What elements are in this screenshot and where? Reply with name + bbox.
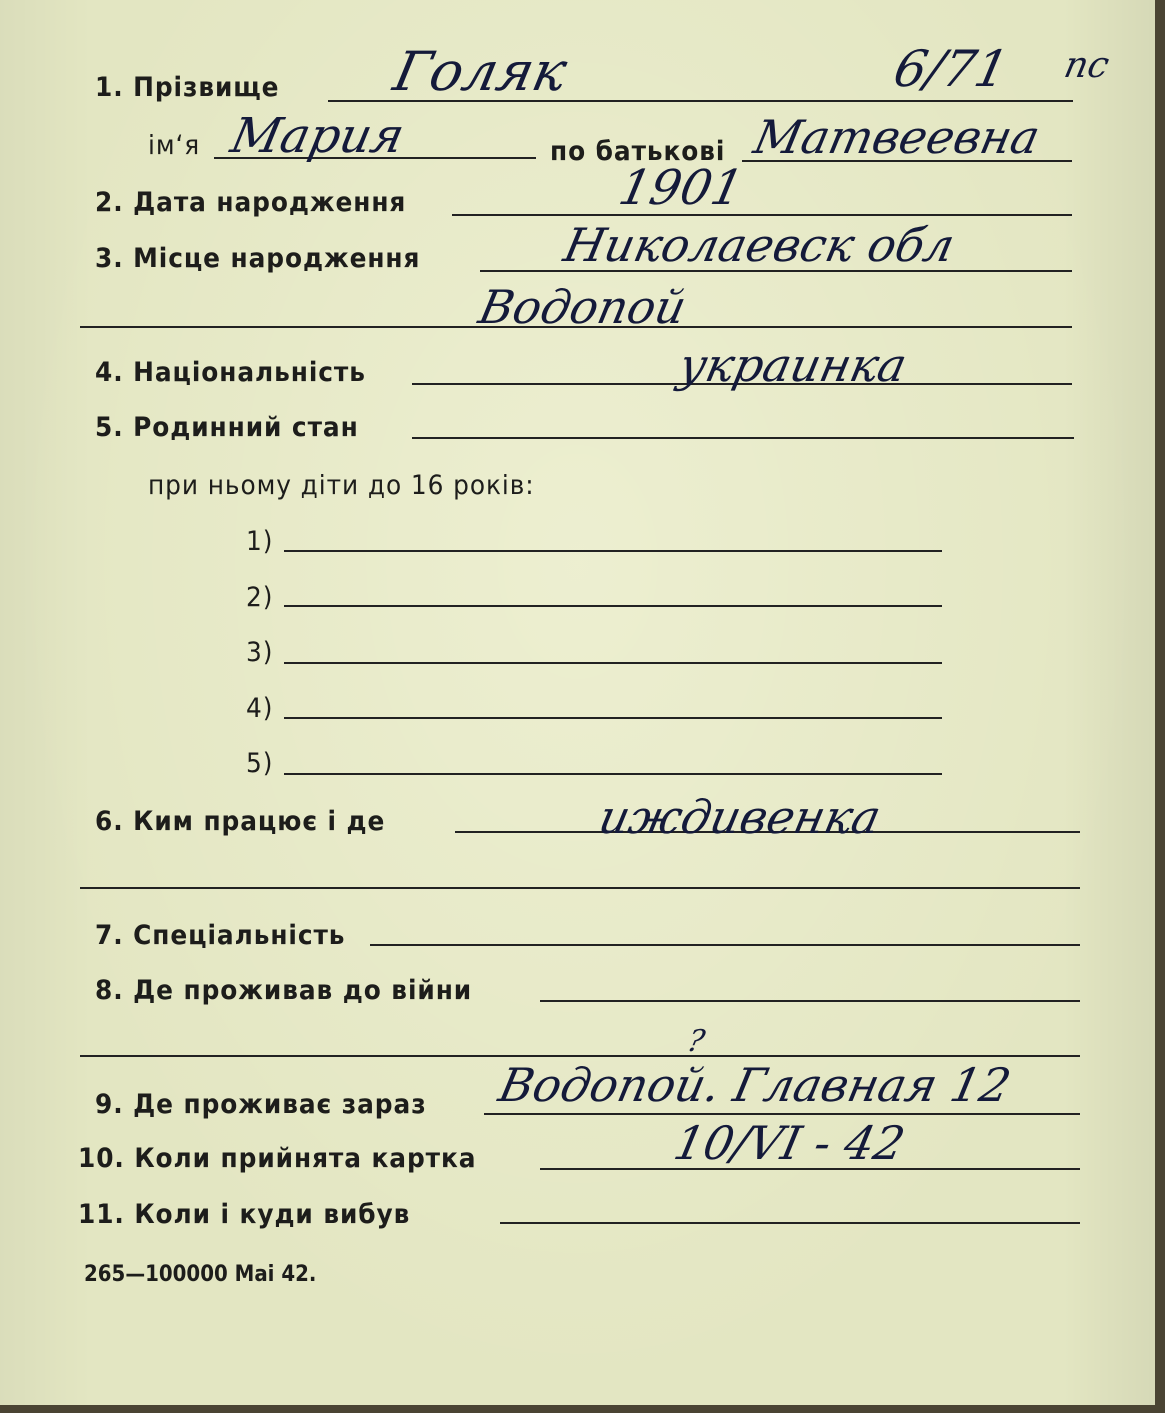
child-5-line xyxy=(284,773,942,775)
current-residence-line xyxy=(484,1113,1080,1115)
birth-place-value-1: Николаевск обл xyxy=(559,218,960,272)
departure-label: 11. Коли і куди вибув xyxy=(78,1199,411,1230)
marital-status-label: 5. Родинний стан xyxy=(95,412,359,443)
birth-place-value-2: Водопой xyxy=(474,280,692,334)
child-1-label: 1) xyxy=(246,526,274,557)
child-1-line xyxy=(284,550,942,552)
first-name-label: ім‘я xyxy=(148,130,201,161)
patronymic-value: Матвеевна xyxy=(749,110,1045,164)
surname-label: 1. Прізвище xyxy=(95,72,280,103)
child-3-label: 3) xyxy=(246,637,274,668)
child-5-label: 5) xyxy=(246,748,274,779)
child-4-label: 4) xyxy=(246,693,274,724)
child-4-line xyxy=(284,717,942,719)
children-label: при ньому діти до 16 років: xyxy=(148,470,535,501)
background-edge-right xyxy=(1155,0,1165,1413)
marital-status-line xyxy=(412,437,1074,439)
child-2-label: 2) xyxy=(246,582,274,613)
occupation-line-2 xyxy=(80,887,1080,889)
nationality-value: украинка xyxy=(674,338,912,392)
specialty-line xyxy=(370,944,1080,946)
background-edge-bottom xyxy=(0,1405,1165,1413)
card-date-label: 10. Коли прийнята картка xyxy=(78,1143,477,1174)
first-name-value: Мария xyxy=(226,108,410,164)
occupation-value: иждивенка xyxy=(594,790,886,844)
card-number: 6/71 xyxy=(888,40,1014,98)
birth-date-label: 2. Дата народження xyxy=(95,187,407,218)
specialty-label: 7. Спеціальність xyxy=(95,920,346,951)
prewar-residence-line xyxy=(540,1000,1080,1002)
birth-place-label: 3. Місце народження xyxy=(95,243,421,274)
surname-value: Голяк xyxy=(388,40,573,103)
patronymic-label: по батькові xyxy=(550,136,726,167)
card-date-value: 10/VI - 42 xyxy=(669,1116,910,1170)
current-residence-value: Водопой. Главная 12 xyxy=(494,1058,1016,1112)
child-3-line xyxy=(284,662,942,664)
prewar-residence-line-2 xyxy=(80,1055,1080,1057)
address-mark: ? xyxy=(684,1024,708,1059)
departure-line xyxy=(500,1222,1080,1224)
prewar-residence-label: 8. Де проживав до війни xyxy=(95,975,473,1006)
birth-date-line xyxy=(452,214,1072,216)
corner-note: пс xyxy=(1060,45,1113,86)
current-residence-label: 9. Де проживає зараз xyxy=(95,1089,427,1120)
nationality-label: 4. Національність xyxy=(95,357,366,388)
child-2-line xyxy=(284,605,942,607)
print-footer: 265—100000 Mai 42. xyxy=(84,1262,317,1287)
occupation-label: 6. Ким працює і де xyxy=(95,806,386,837)
birth-date-value: 1901 xyxy=(614,160,749,216)
